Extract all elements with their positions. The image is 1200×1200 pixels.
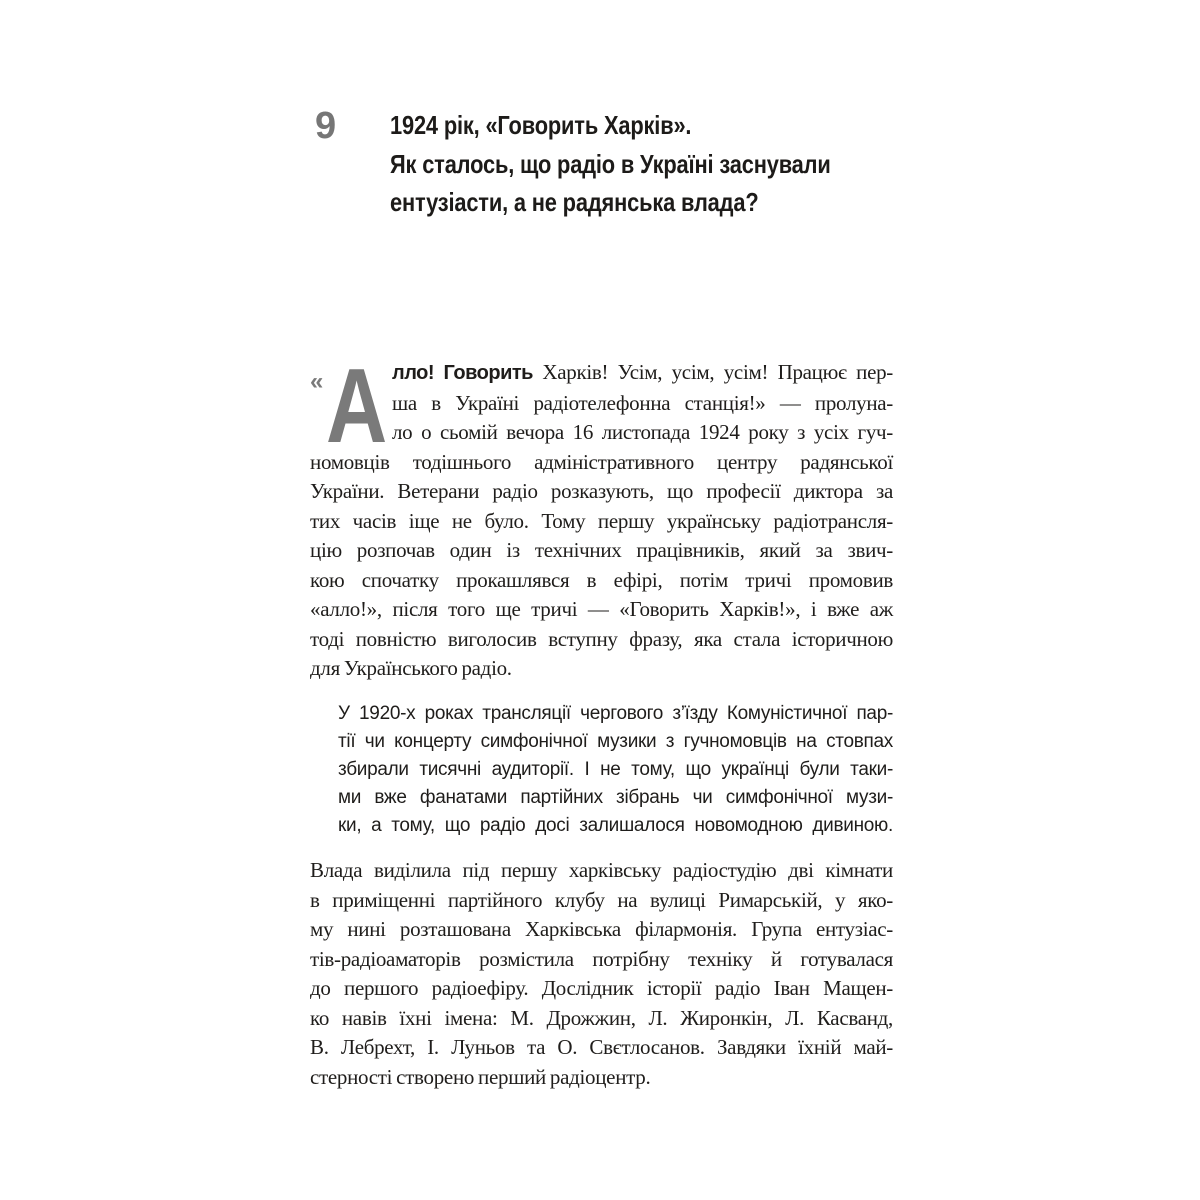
- quote-line: ки, а тому, що радіо досі залишалося новомодною дивиною.: [338, 815, 893, 836]
- text-line: до першого радіоефіру. Дослідник історії радіо Іван Мащен-: [310, 976, 893, 1000]
- text-line: в приміщенні партійного клубу на вулиці Римарській, у яко-: [310, 887, 893, 912]
- text-line: номовців тодішнього адміністративного центру радянської: [310, 449, 893, 474]
- text-line: В. Лебрехт, І. Луньов та О. Свєтлосанов. Завдяки їхній май-: [310, 1035, 893, 1059]
- text-line: для Українського радіо.: [310, 656, 512, 680]
- quote-line: ми вже фанатами партійних зібрань чи симфонічної музи-: [338, 787, 893, 808]
- lead-rest-text: Харків! Усім, усім, усім! Працює пер-: [532, 360, 893, 384]
- drop-cap-group: [310, 347, 392, 465]
- text-line: ша в Україні радіотелефонна станція!» — пролуна-: [392, 390, 893, 415]
- paragraph-opening-lines: [310, 389, 893, 684]
- text-line: цію розпочав один із технічних працівників, який за звич-: [310, 538, 893, 562]
- lead-bold-text: лло! Говорить: [392, 362, 533, 384]
- text-line: му нині розташована Харківська філармонія. Група ентузіас-: [310, 917, 893, 941]
- text-line: ко навів їхні імена: М. Дрожжин, Л. Жиронкін, Л. Касванд,: [310, 1005, 893, 1030]
- chapter-title-line: Як сталось, що радіо в Україні заснували: [390, 148, 831, 179]
- text-line: стерності створено перший радіоцентр.: [310, 1064, 651, 1089]
- block-quote: [338, 700, 893, 840]
- text-line: ло о сьомій вечора 16 листопада 1924 року з усіх гуч-: [392, 420, 893, 444]
- text-line: України. Ветерани радіо розказують, що професії диктора за: [310, 479, 893, 503]
- text-line: «алло!», після того ще тричі — «Говорить Харків!», і вже аж: [310, 597, 893, 621]
- chapter-title-line: ентузіасти, а не радянська влада?: [390, 187, 759, 217]
- opening-quote-mark: «: [310, 368, 324, 395]
- text-line: тів-радіоаматорів розмістила потрібну техніку й готувалася: [310, 946, 893, 971]
- chapter-title-line: 1924 рік, «Говорить Харків».: [390, 110, 692, 140]
- drop-cap-letter: А: [326, 347, 388, 465]
- chapter-title: [390, 106, 860, 222]
- paragraph-opening: [310, 347, 893, 684]
- quote-line: тії чи концерту симфонічної музики з гучномовців на стовпах: [338, 731, 893, 752]
- text-line: тих часів іще не було. Тому першу українську радіотрансля-: [310, 508, 893, 533]
- quote-line: збирали тисячні аудиторії. І не тому, що українці були таки-: [338, 759, 893, 780]
- paragraph-closing: [310, 856, 893, 1092]
- text-line: кою спочатку прокашлявся в ефірі, потім тричі промовив: [310, 567, 893, 592]
- text-line: Влада виділила під першу харківську радіостудію дві кімнати: [310, 858, 893, 882]
- text-line-lead: [310, 358, 893, 389]
- quote-line: У 1920-х роках трансляції чергового з’їзду Комуністичної пар-: [338, 703, 893, 724]
- text-line: тоді повністю виголосив вступну фразу, яка стала історичною: [310, 626, 893, 651]
- chapter-header: [310, 106, 950, 222]
- chapter-number: 9: [315, 105, 337, 147]
